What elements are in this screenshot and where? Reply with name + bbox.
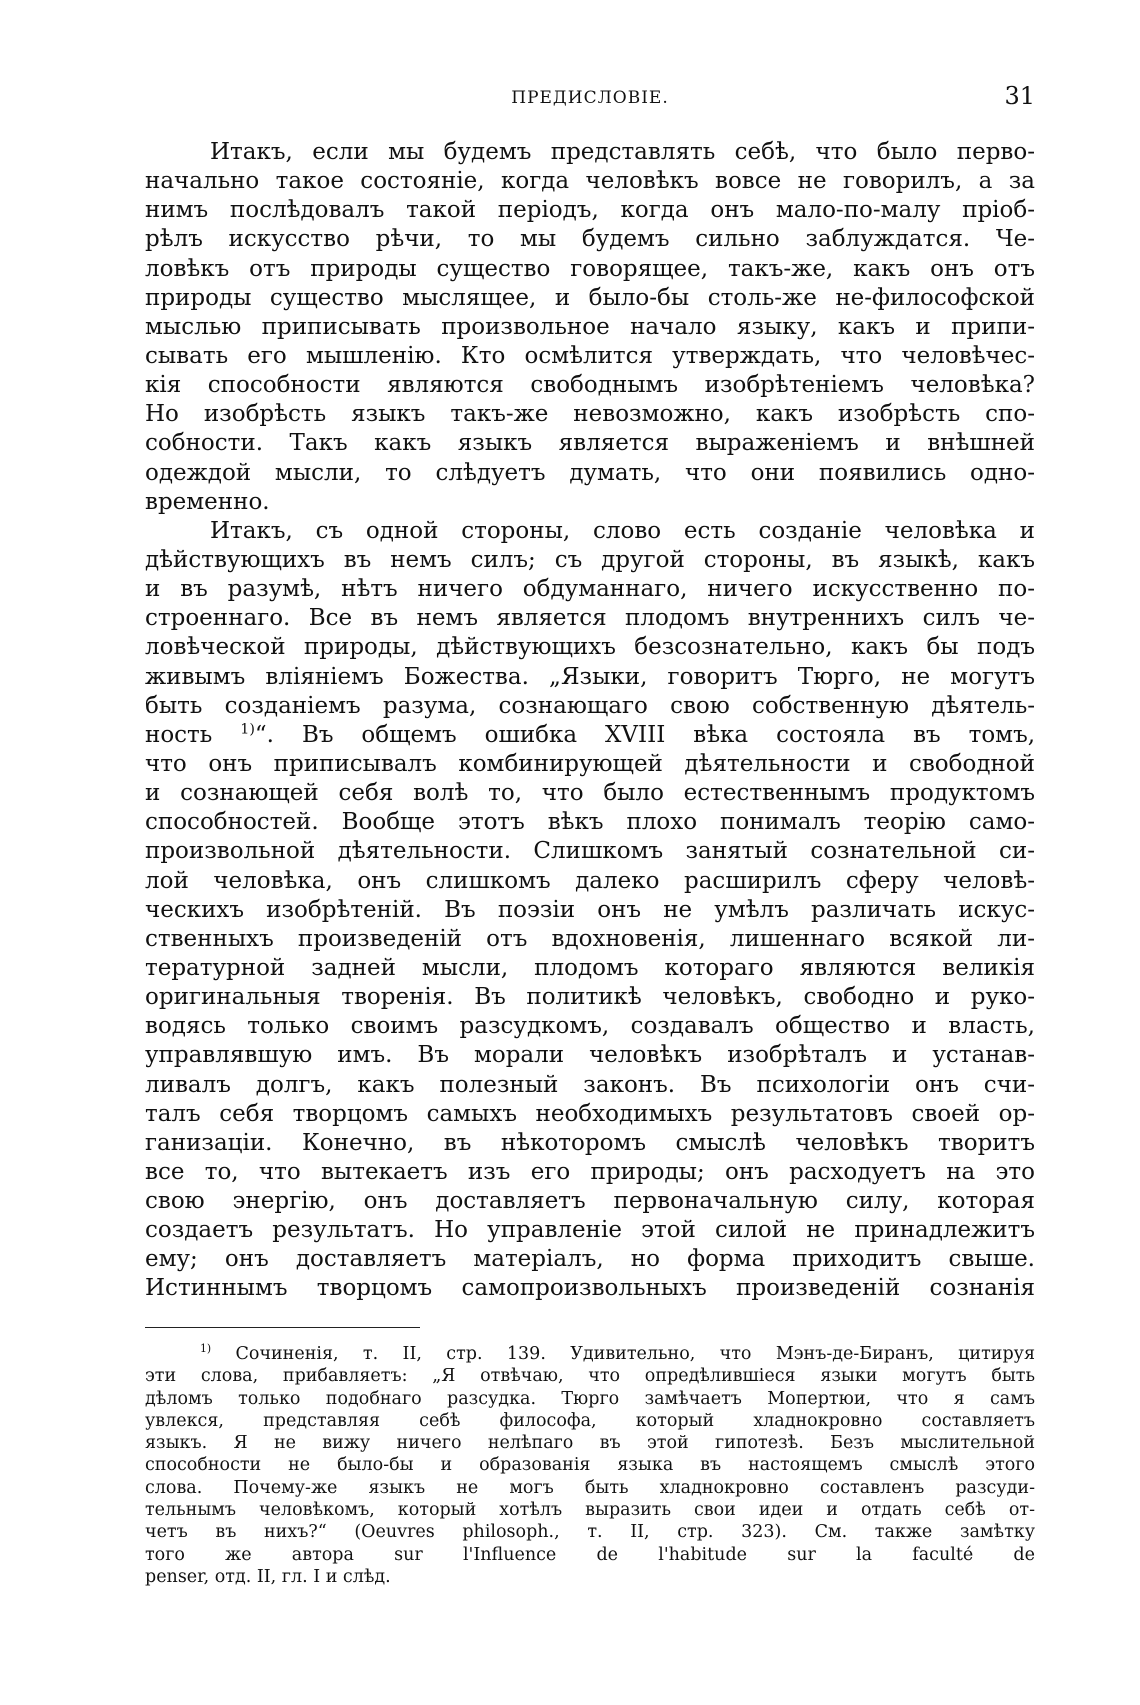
text-line: управлявшую имъ. Въ морали человѣкъ изобрѣталъ и устанав- <box>145 1042 1035 1069</box>
text-line: одеждой мысли, то слѣдуетъ думать, что они появились одно- <box>145 459 1035 486</box>
text-line: ловѣческой природы, дѣйствующихъ безсознательно, какъ бы подъ <box>145 634 1035 661</box>
running-head <box>145 82 1035 112</box>
footnote-block <box>145 1343 1035 1588</box>
text-line: создаетъ результатъ. Но управленіе этой силой не принадлежитъ <box>145 1217 1035 1244</box>
main-text <box>145 138 1035 1304</box>
footnote-line: языкъ. Я не вижу ничего нелѣпаго въ этой гипотезѣ. Безъ мыслительной <box>145 1433 1035 1454</box>
text-line: способностей. Вообще этотъ вѣкъ плохо понималъ теорію само- <box>145 809 1035 836</box>
text-line: ему; онъ доставляетъ матеріалъ, но форма приходитъ свыше. <box>145 1246 1035 1273</box>
text-line: и сознающей себя волѣ то, что было естественнымъ продуктомъ <box>145 780 1035 807</box>
text-line: свою энергію, онъ доставляетъ первоначальную силу, которая <box>145 1188 1035 1215</box>
text-fragment: Сочиненія, т. II, стр. 139. Удивительно, что Мэнъ-де-Биранъ, цитируя <box>235 1344 1035 1364</box>
footnote-line: слова. Почему-же языкъ не могъ быть хладнокровно составленъ разсуди- <box>145 1477 1035 1498</box>
text-line: временно. <box>145 488 270 515</box>
text-line: ловѣкъ отъ природы существо говорящее, такъ-же, какъ онъ отъ <box>145 255 1035 282</box>
text-fragment: “. Въ общемъ ошибка XVIII вѣка состояла въ томъ, <box>254 721 1036 748</box>
footnote-divider <box>145 1327 420 1328</box>
footnote-marker: 1) <box>200 1342 212 1356</box>
text-line: оригинальныя творенія. Въ политикѣ человѣкъ, свободно и руко- <box>145 984 1035 1011</box>
footnote-line: четъ въ нихъ?“ (Oeuvres philosoph., т. II, стр. 323). См. также замѣтку <box>145 1522 1035 1543</box>
footnote-line: увлекся, представляя себѣ философа, который хладнокровно составляетъ <box>145 1410 1035 1431</box>
text-line-with-footnote-ref <box>145 721 1035 750</box>
text-line: и въ разумѣ, нѣтъ ничего обдуманнаго, ничего искусственно по- <box>145 576 1035 603</box>
text-line: тературной задней мысли, плодомъ котораго являются великія <box>145 954 1035 981</box>
text-line: кія способности являются свободнымъ изобрѣтеніемъ человѣка? <box>145 372 1035 399</box>
footnote-line: дѣломъ только подобнаго разсудка. Тюрго замѣчаетъ Мопертюи, что я самъ <box>145 1388 1035 1409</box>
paragraph-2 <box>145 517 1035 1304</box>
text-line: водясь только своимъ разсудкомъ, создавалъ общество и власть, <box>145 1013 1035 1040</box>
text-fragment: ность <box>145 721 213 748</box>
text-line: талъ себя творцомъ самыхъ необходимыхъ результатовъ своей ор- <box>145 1100 1035 1127</box>
text-line: собности. Такъ какъ языкъ является выраженіемъ и внѣшней <box>145 430 1035 457</box>
text-line: ческихъ изобрѣтеній. Въ поэзіи онъ не умѣлъ различать искус- <box>145 896 1035 923</box>
text-line: Итакъ, съ одной стороны, слово есть созданіе человѣка и <box>210 517 1035 544</box>
footnote-line: тельнымъ человѣкомъ, который хотѣлъ выразить свои идеи и отдать себѣ от- <box>145 1500 1035 1521</box>
text-line: произвольной дѣятельности. Слишкомъ занятый сознательной си- <box>145 838 1035 865</box>
page-number: 31 <box>1004 82 1035 110</box>
text-line: мыслью приписывать произвольное начало языку, какъ и припи- <box>145 313 1035 340</box>
text-line: быть созданіемъ разума, сознающаго свою собственную дѣятель- <box>145 692 1035 719</box>
text-line: начально такое состояніе, когда человѣкъ вовсе не говорилъ, а за <box>145 168 1035 195</box>
text-line: лой человѣка, онъ слишкомъ далеко расширилъ сферу человѣ- <box>145 867 1035 894</box>
text-line: все то, что вытекаетъ изъ его природы; онъ расходуетъ на это <box>145 1158 1035 1185</box>
text-line: что онъ приписывалъ комбинирующей дѣятельности и свободной <box>145 750 1035 777</box>
text-line: ливалъ долгъ, какъ полезный законъ. Въ психологіи онъ счи- <box>145 1071 1035 1098</box>
text-line: ственныхъ произведеній отъ вдохновенія, лишеннаго всякой ли- <box>145 925 1035 952</box>
text-line: нимъ послѣдовалъ такой періодъ, когда онъ мало-по-малу пріоб- <box>145 197 1035 224</box>
text-line: живымъ вліяніемъ Божества. „Языки, говоритъ Тюрго, не могутъ <box>145 663 1035 690</box>
text-line: природы существо мыслящее, и было-бы столь-же не-философской <box>145 284 1035 311</box>
footnote-line: penser, отд. II, гл. I и слѣд. <box>145 1566 391 1587</box>
text-line: дѣйствующихъ въ немъ силъ; съ другой стороны, въ языкѣ, какъ <box>145 546 1035 573</box>
footnote-line: способности не было-бы и образованія языка въ настоящемъ смыслѣ этого <box>145 1455 1035 1476</box>
text-line: Итакъ, если мы будемъ представлять себѣ, что было перво- <box>210 139 1035 165</box>
paragraph-1 <box>145 138 1035 517</box>
text-line: сывать его мышленію. Кто осмѣлится утверждать, что человѣчес- <box>145 342 1035 369</box>
footnote-line: того же автора sur l'Influence de l'habitude sur la faculté de <box>145 1544 1035 1565</box>
text-line: строеннаго. Все въ немъ является плодомъ внутреннихъ силъ че- <box>145 605 1035 632</box>
running-title: ПРЕДИСЛОВІЕ. <box>511 88 669 108</box>
text-line: Но изобрѣсть языкъ такъ-же невозможно, какъ изобрѣсть спо- <box>145 401 1035 428</box>
footnote-line: эти слова, прибавляетъ: „Я отвѣчаю, что опредѣлившіеся языки могутъ быть <box>145 1366 1035 1387</box>
footnote-line <box>145 1343 1035 1365</box>
footnote-reference[interactable]: 1) <box>240 721 255 738</box>
text-line: Истиннымъ творцомъ самопроизвольныхъ произведеній сознанія <box>145 1275 1035 1302</box>
text-line: ганизаціи. Конечно, въ нѣкоторомъ смыслѣ человѣкъ творитъ <box>145 1129 1035 1156</box>
text-line: рѣлъ искусство рѣчи, то мы будемъ сильно заблуждатся. Че- <box>145 226 1035 253</box>
